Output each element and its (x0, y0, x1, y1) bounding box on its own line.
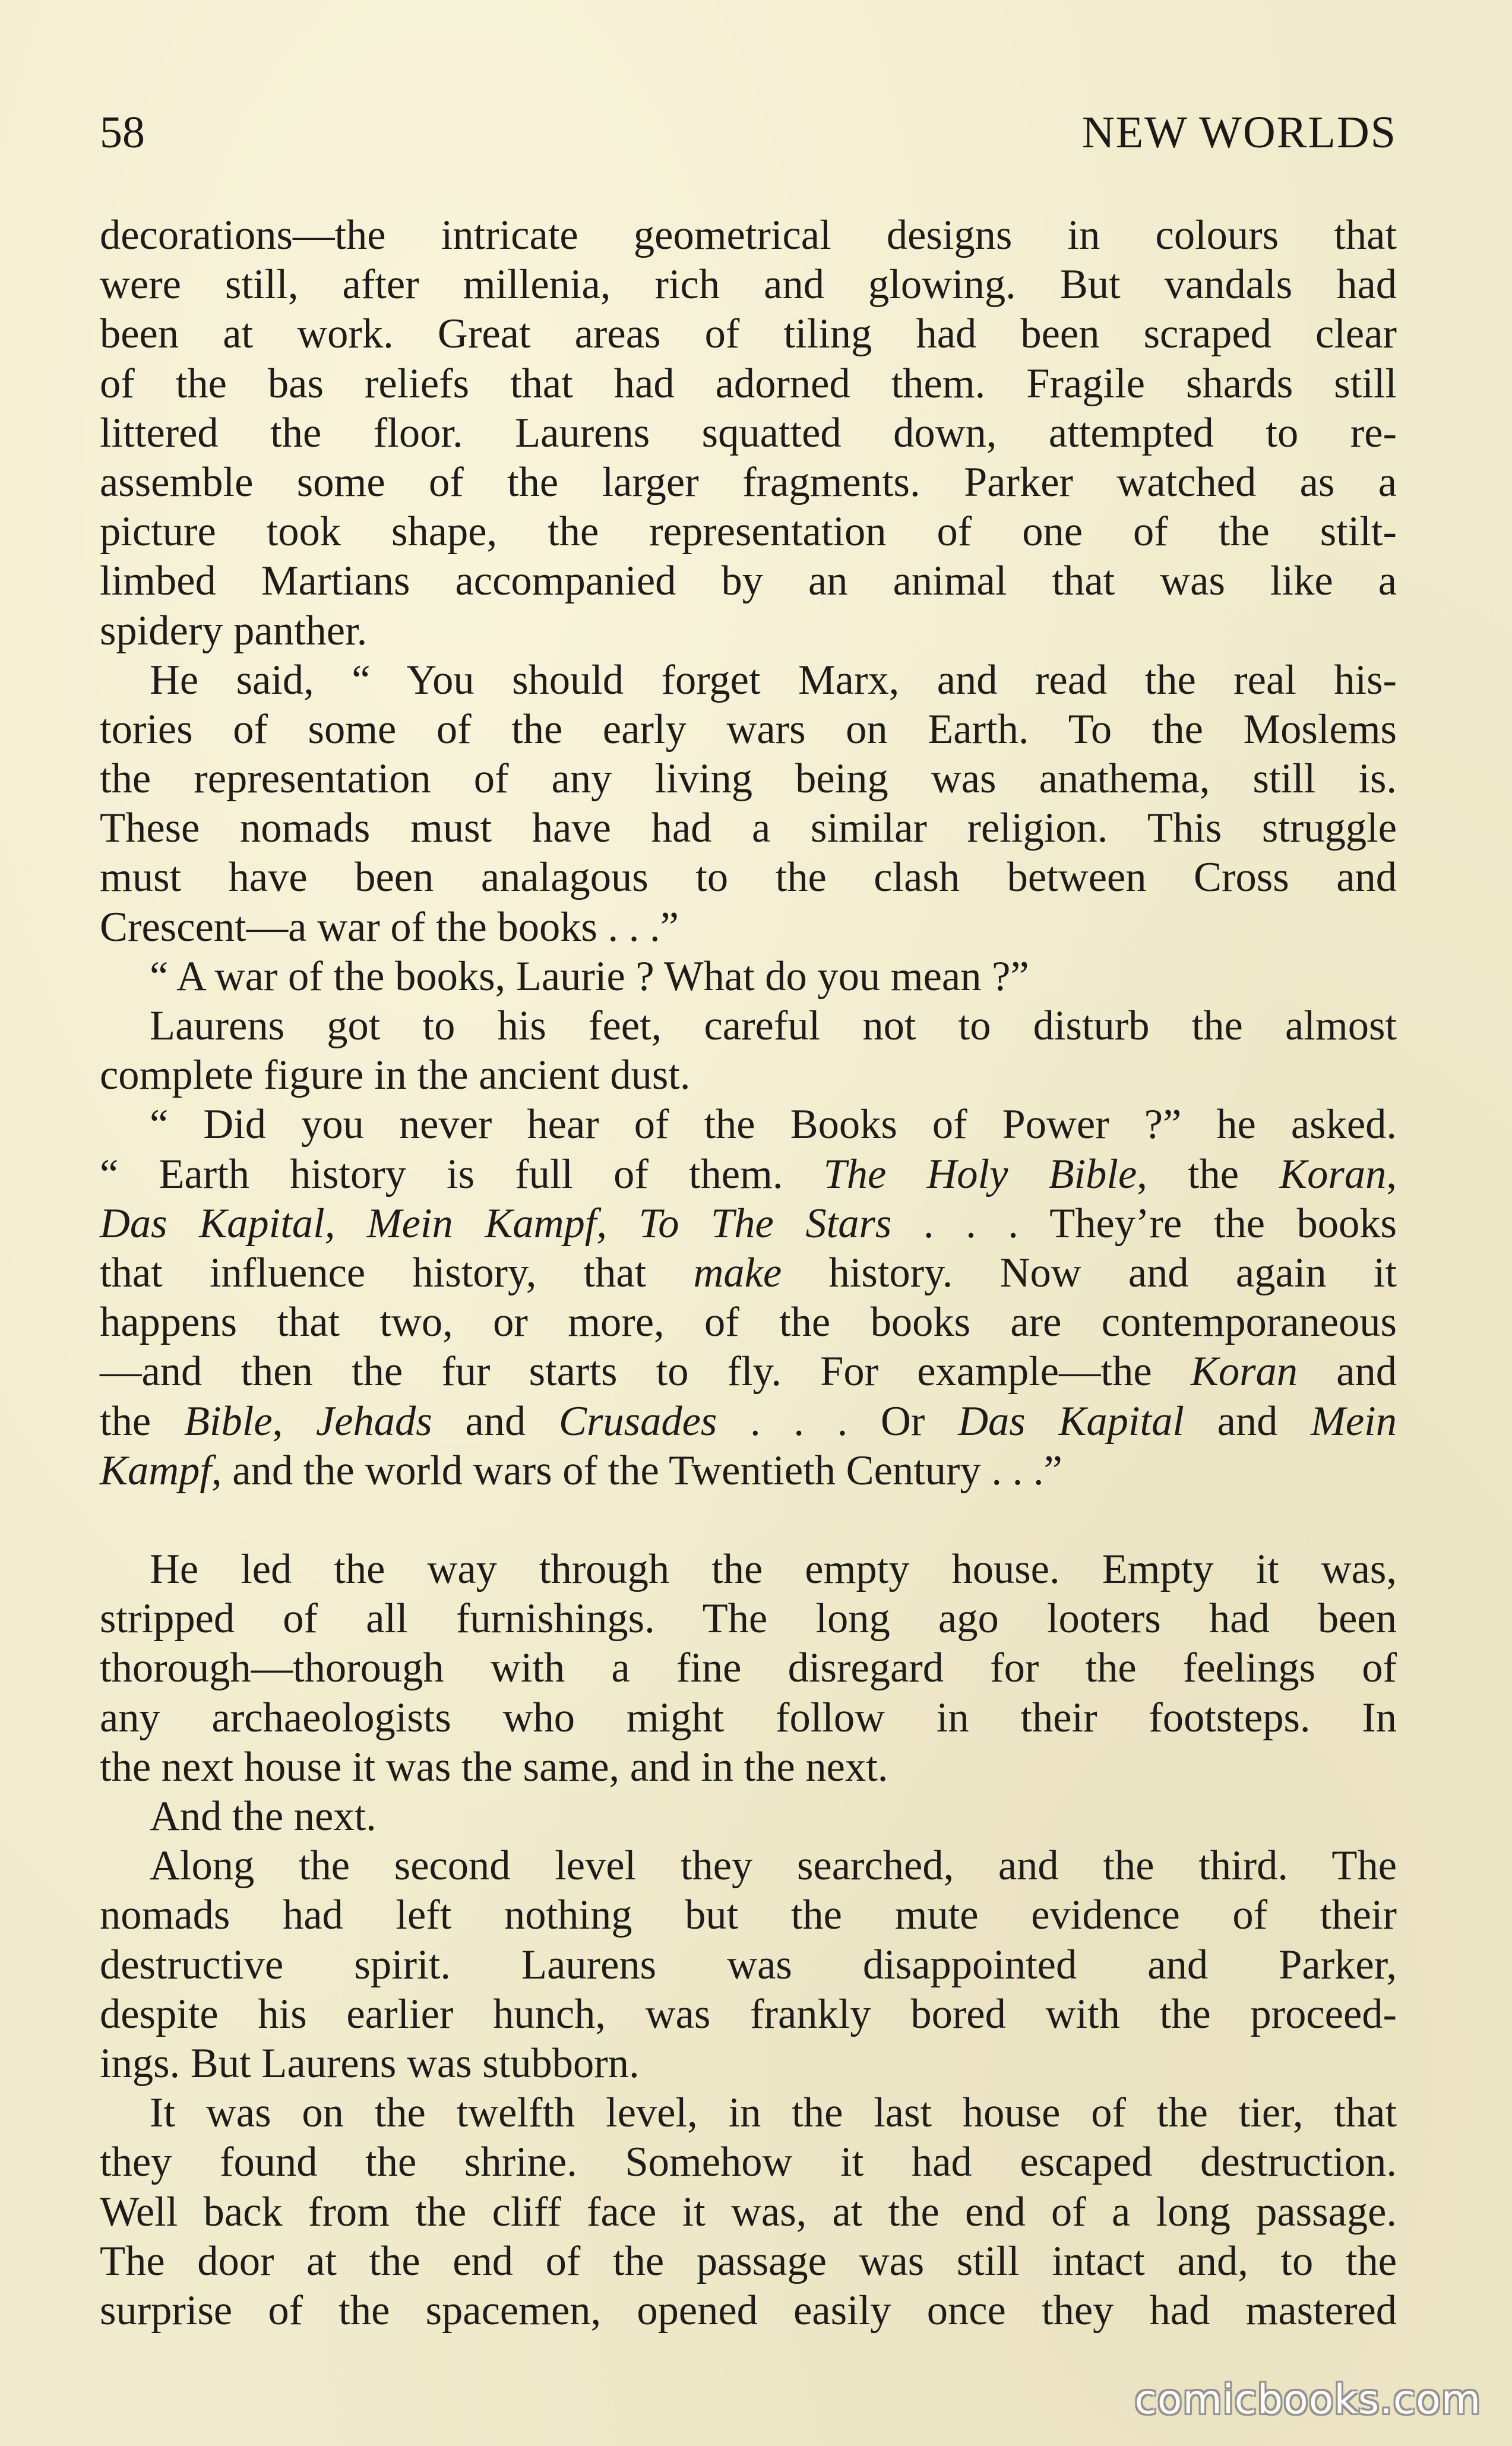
text-run: and (1298, 1348, 1397, 1395)
text-line: destructive spirit. Laurens was disappointed and Parker, (100, 1941, 1397, 1988)
book-title: Bible (184, 1398, 273, 1445)
text-run: “ Earth history is full of them. (100, 1151, 824, 1197)
text-line: These nomads must have had a similar religion. This struggle (100, 805, 1397, 852)
text-line: happens that two, or more, of the books are contemporaneous (100, 1299, 1397, 1346)
text-line: spidery panther. (100, 607, 368, 654)
text-line: thorough—thorough with a fine disregard for the feelings of (100, 1645, 1397, 1692)
text-run: , (272, 1398, 316, 1445)
text-line: littered the floor. Laurens squatted down, attempted to re- (100, 409, 1397, 456)
text-run: , the (1137, 1151, 1280, 1197)
text-run: . . . Or (717, 1398, 959, 1445)
text-run: and (432, 1398, 559, 1445)
text-line: Well back from the cliff face it was, at the end of a long passage. (100, 2188, 1397, 2235)
book-title: Kampf (100, 1447, 212, 1494)
book-titles: Das Kapital, Mein Kampf, To The Stars (100, 1200, 892, 1247)
text-line (100, 1249, 1397, 1298)
section-break (100, 1496, 1397, 1545)
text-line: He led the way through the empty house. Empty it was, (150, 1546, 1397, 1593)
text-line: tories of some of the early wars on Earth. To the Moslems (100, 706, 1397, 753)
text-line: decorations—the intricate geometrical designs in colours that (100, 212, 1397, 258)
text-line: they found the shrine. Somehow it had escaped destruction. (100, 2139, 1397, 2186)
text-line: Along the second level they searched, and the third. The (150, 1843, 1397, 1889)
text-line: the representation of any living being was anathema, still is. (100, 756, 1397, 802)
text-run: that influence history, that (100, 1249, 694, 1296)
text-line: picture took shape, the representation of one of the stilt- (100, 508, 1397, 555)
text-line (100, 1397, 1397, 1446)
text-line: Crescent—a war of the books . . .” (100, 903, 679, 950)
text-line: any archaeologists who might follow in their footsteps. In (100, 1694, 1397, 1741)
text-line: He said, “ You should forget Marx, and read the real his- (150, 656, 1397, 703)
book-title: Koran (1279, 1151, 1387, 1197)
text-line: surprise of the spacemen, opened easily once they had mastered (100, 2287, 1397, 2334)
emphasis: Jehads (315, 1398, 432, 1445)
text-line: And the next. (150, 1793, 377, 1840)
text-line: been at work. Great areas of tiling had been scraped clear (100, 311, 1397, 358)
text-run: and (1184, 1398, 1311, 1445)
text-run: , (1386, 1151, 1397, 1197)
text-run: —and then the fur starts to fly. For example—the (100, 1348, 1191, 1395)
text-line: were still, after millenia, rich and glowing. But vandals had (100, 261, 1397, 308)
running-head (100, 107, 1397, 172)
text-line: “ Did you never hear of the Books of Power ?” he asked. (150, 1101, 1397, 1148)
text-line: The door at the end of the passage was still intact and, to the (100, 2238, 1397, 2284)
text-line: nomads had left nothing but the mute evidence of their (100, 1892, 1397, 1939)
text-run: . . . They’re the books (891, 1200, 1397, 1247)
text-line: Laurens got to his feet, careful not to disturb the almost (150, 1003, 1397, 1049)
text-line (100, 1347, 1397, 1396)
text-line: despite his earlier hunch, was frankly bored with the proceed- (100, 1990, 1397, 2037)
text-run: the (100, 1398, 184, 1445)
text-run: history. Now and again it (782, 1249, 1397, 1296)
watermark-logo: comicbooks.com (1134, 2377, 1481, 2423)
text-line (100, 1446, 1397, 1496)
book-title: Das Kapital (958, 1398, 1184, 1445)
page-number: 58 (100, 108, 145, 157)
book-title: The Holy Bible (823, 1151, 1137, 1197)
book-title: Mein (1311, 1398, 1397, 1445)
text-line: must have been analagous to the clash between Cross and (100, 854, 1397, 901)
text-line (100, 1150, 1397, 1199)
text-line: the next house it was the same, and in the next. (100, 1743, 888, 1790)
text-line: limbed Martians accompanied by an animal that was like a (100, 558, 1397, 605)
text-line: assemble some of the larger fragments. Parker watched as a (100, 459, 1397, 505)
text-run: , and the world wars of the Twentieth Century . . .” (211, 1447, 1062, 1494)
text-line: of the bas reliefs that had adorned them. Fragile shards still (100, 360, 1397, 407)
text-line (100, 1199, 1397, 1249)
journal-title: NEW WORLDS (1081, 108, 1397, 157)
story-text (100, 211, 1397, 2336)
emphasis: make (693, 1249, 782, 1296)
emphasis: Crusades (558, 1398, 717, 1445)
book-title: Koran (1190, 1348, 1298, 1395)
text-line: It was on the twelfth level, in the last house of the tier, that (150, 2090, 1397, 2137)
text-line: stripped of all furnishings. The long ago looters had been (100, 1595, 1397, 1642)
text-line: ings. But Laurens was stubborn. (100, 2040, 640, 2087)
text-line: “ A war of the books, Laurie ? What do you mean ?” (150, 953, 1029, 1000)
text-line: complete figure in the ancient dust. (100, 1052, 691, 1099)
